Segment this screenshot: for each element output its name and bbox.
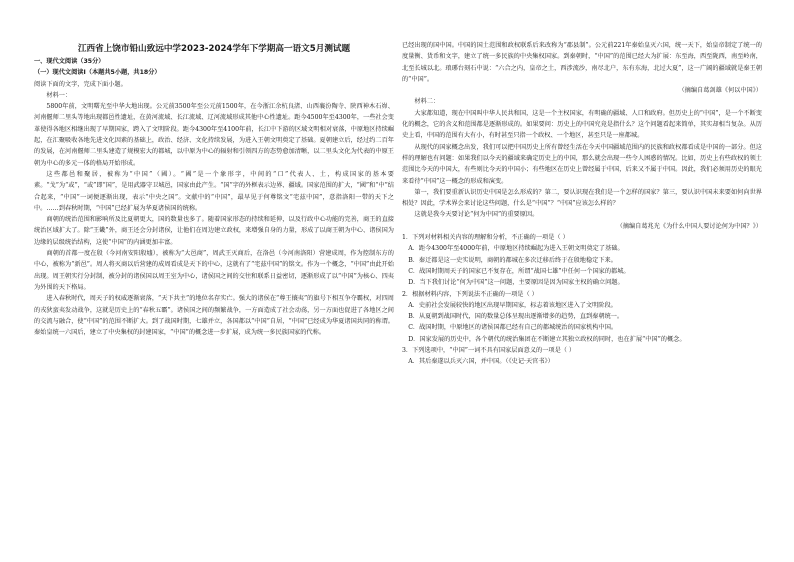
option: B．秦迁都是这一史实说明，商朝的都城在多次迁移后终于在殷地稳定下来。: [408, 256, 617, 264]
question: 3．下列选项中，“中国”一词不具有国家层面意义的一项是（ ）: [402, 347, 576, 355]
source-citation: （摘编自葛兆光《为什么中国人要讨论何为中国？》）: [616, 222, 762, 230]
paragraph: 进入春秋时代，周天子的权威逐渐衰落，“天下共主”的地位名存实亡。强大的诸侯在“尊王攘夷”的旗号下相互争夺霸权，对四周的戎狄蛮夷发动战争，这就是历史上的“春秋五霸”。诸侯国之间的频繁战争，一方面造成了社会动荡，另一方面也促进了各地区之间的交流与融合，使“中国”的范围不断扩大。到了战国时期，七雄并立，各国都以“中国”自居，“中国”已经成为华夏诸国共同的称谓。秦始皇统一六国后，建立了中央集权的封建国家，“中国”的概念进一步扩展，成为统一多民族国家的代称。: [34, 295, 394, 337]
option: D．当下我们讨论“何为中国”这一问题，主要原因是因为国家主权的确立问题。: [408, 279, 624, 287]
paragraph: 从现代的国家概念出发，我们可以把中国历史上所有曾经生活在今天中国疆域范围内的民族和政权都看成是中国的一部分。但这样的理解也有问题：如果我们以今天的疆域来确定历史上的中国，那么就会出现一些令人困惑的情况。比如，历史上有些政权的领土范围比今天的中国大，有些则比今天的中国小；有些地区在历史上曾经属于中国，后来又不属于中国。因此，我们必须用历史的眼光来看待“中国”这一概念的形成和演变。: [402, 143, 762, 185]
paragraph: 5800年前，文明曙光至中华大地出现。公元前3500年至公元前1500年，在今浙江余杭良渚、山西襄汾陶寺、陕西神木石峁、河南偃师二里头等地出现都邑性遗址，在黄河流域、长江流域、辽河流域形成其他中心性遗址。距今4500年至4300年，一些社会变革使得各地区相继出现了早期国家，跨入了文明阶段。距今4300年至4100年前，长江中下游的区域文明相对衰落，中原地区持续崛起，在汇聚吸收各地先进文化因素的基础上，政治、经济、文化持续发展，为进入王朝文明奠定了基础。夏朝建立后，经过约二百年的发展，在河南偃师二里头建造了规模宏大的都城，以中原为中心的辐射和引领四方的态势愈加清晰，以二里头文化为代表的中原王朝为中心的多元一体的格局开始形成。: [34, 103, 394, 167]
question: 1．下列对材料相关内容的理解和分析，不正确的一项是（ ）: [402, 234, 569, 242]
paragraph: 这些都邑和聚居，被称为“中国”（國）。“國”是一个象形字，中间的“口”代表人、土，构成国家的基本要素。“戈”为“或”，“或”即“国”，是用武器守卫城邑，国家由此产生。“国”字的外框表示边界、疆域。国家范围的扩大，“國”和“中”结合起来，“中国”一词便逐渐出现，表示“中央之国”。文献中的“中国”，最早见于何尊铭文“宅兹中国”，意指洛阳一带的天下之中。……到春秋时期，“中国”已经扩展为华夏诸侯国的统称。: [34, 170, 394, 212]
option: C．战国时期周天子的国家已不复存在，所谓“战国七雄”中任何一个国家的都城。: [408, 267, 630, 275]
option: D．国家发展的历史中，各个朝代的统治集团在不断建立其独立政权的同时，也在扩展“中国”的概念。: [408, 335, 686, 343]
source-citation: （摘编自葛剑雄《何以中国》）: [678, 87, 762, 95]
left-column: [34, 56, 394, 338]
option: A．距今4300年至4000年前，中原地区持续崛起为进入王朝文明奠定了基础。: [408, 245, 624, 253]
section-heading: 一、现代文阅读（35分）: [34, 58, 105, 65]
paragraph: 已经出现的国中国。中国的国土范围和政权联系后来改称为“郡县制”。公元前221年秦始皇灭六国，统一天下，始皇帝制定了统一的度量衡、货币和文字，建立了统一多民族的中央集权国家。到秦朝时，“中国”的范围已经大为扩展：东至海，西至陇西，南至岭南，北至长城以北。琅琊台刻石中说：“六合之内，皇帝之土，西涉流沙，南尽北户，东有东海，北过大夏”，这一广阔的疆域就是秦王朝的“中国”。: [402, 42, 762, 83]
material-label: 材料一：: [46, 91, 72, 99]
option: C．战国时期，中原地区的诸侯国都已经有自己的都城统治的国家机构中国。: [408, 324, 618, 332]
page-title: 江西省上饶市铅山致远中学2023-2024学年下学期高一语文5月测试题: [77, 44, 351, 54]
question: 2．根据材料内容，下列说法不正确的一项是（ ）: [402, 290, 538, 298]
material-label: 材料二：: [414, 98, 440, 106]
right-column: [402, 40, 762, 368]
paragraph: 第一，我们要重新认识历史中国是怎么形成的？第二，要认识现在我们是一个怎样的国家？第三，要认识中国未来要如何向世界相处？因此，学术界会来讨论这些问题，什么是“中国”？“中国”应该怎么样的？: [402, 188, 762, 208]
subsection-heading: （一）现代文阅读Ⅰ（本题共5小题，共18分）: [34, 69, 161, 77]
paragraph: 商朝的首都一度在殷（今河南安阳殷墟），被称为“大邑商”，周武王灭商后，在洛邑（今河南洛阳）营建成周，作为控制东方的中心，被称为“新邑”。周人将灭商以后营建的成周看成是天下的中心，这就有了“宅兹中国”的铭文。作为一个概念，“中国”由此开始出现。周王朝实行分封制，被分封的诸侯国以周王室为中心，诸侯国之间的交往和联系日益密切，逐渐形成了以“中国”为核心、四夷为外围的天下格局。: [34, 250, 394, 291]
instruction: 阅读下面的文字，完成下面小题。: [34, 80, 127, 88]
option: A．史前社会发展较快的地区出现早期国家，标志着该地区进入了文明阶段。: [408, 301, 617, 309]
paragraph: 商朝的统治范围和影响所及比夏朝更大，国的数量也多了。随着国家形态的持续和延伸，以及行政中心功能的完善，商王的直接统治区域扩大了。除“王畿”外，商王还会分封诸侯，让他们在周边建立政权，来增强自身的力量，形成了以商王朝为中心、诸侯国为边缘的层级统治结构，这使“中国”的内涵更加丰富。: [34, 216, 394, 246]
paragraph: 大家都知道，现在中国叫中华人民共和国，这是一个主权国家，有明确的疆域、人口和政府。但历史上的“中国”，是一个不断变化的概念，它的含义和范围都是逐渐形成的。如果要问：历史上的中国究竟是指什么？这个问题看起来简单，其实却相当复杂。从历史上看，中国的范围有大有小，有时甚至只指一个政权、一个地区，甚至只是一座都城。: [402, 109, 762, 140]
option: B．从夏朝到战国时代，国的数量总体呈现出逐渐增多的趋势，直到秦朝统一。: [408, 313, 624, 321]
paragraph: 这就是我今天要讨论“何为中国”的重要原因。: [414, 211, 539, 219]
option: A．其后秦遂以兵灭六国，并中国。（《史记·天官书》）: [408, 358, 554, 366]
